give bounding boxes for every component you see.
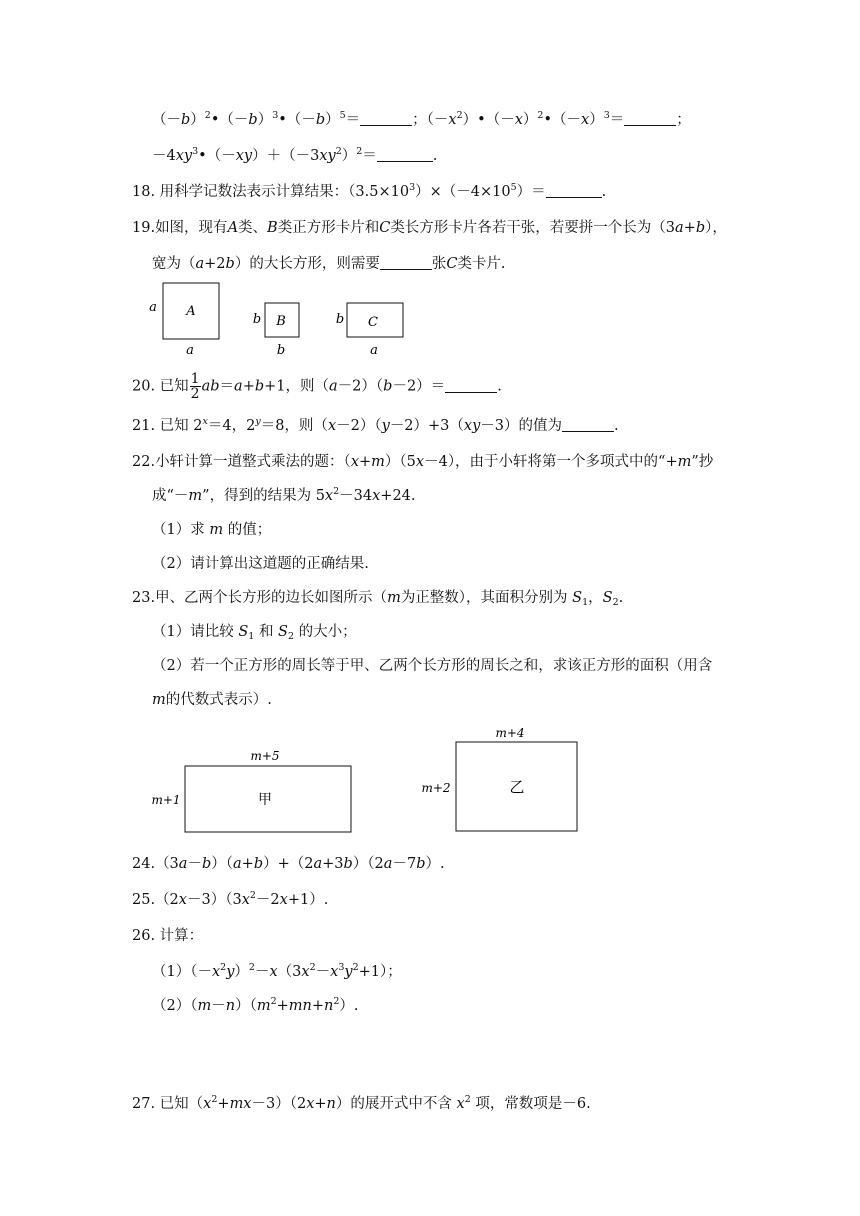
card-a-side: a	[149, 300, 157, 315]
problem-23-line-1: 23.甲、乙两个长方形的边长如图所示（m为正整数），其面积分别为 $S_1$，$S_2$.	[132, 590, 624, 608]
rect-jia-label: 甲	[258, 792, 272, 808]
problem-23-part-2: （2）若一个正方形的周长等于甲、乙两个长方形的周长之和，求该正方形的面积（用含	[152, 658, 713, 674]
problem-19-line-1: 19.如图，现有A类、B类正方形卡片和C类长方形卡片各若干张，若要拼一个长为（3a+b），	[132, 220, 727, 236]
card-a	[149, 283, 219, 358]
problem-17-line-2: $-4xy^3•(-xy)+(-3xy^2)^2=$ .	[152, 146, 438, 164]
card-b-bottom: b	[276, 343, 286, 358]
rectangles-figure	[140, 722, 600, 842]
problem-25: $25.(2x-3)(3x^2-2x+1)$.	[132, 890, 329, 908]
problem-24: 24.（3a－b）（a+b）+（2a+3b）（2a－7b）.	[132, 856, 445, 872]
problem-21: 21. 已知 $2^x=4$，$2^y=8$，则（x－2）（y－2）+3（xy－3）的值为 .	[132, 416, 619, 434]
problem-19-line-2: 宽为（a+2b）的大长方形，则需要 张C类卡片.	[152, 256, 506, 272]
rect-yi-left: m+2	[421, 781, 451, 795]
problem-20: 20. 已知 $\frac{1}{2}$ ab＝a+b+1，则（a－2）（b－2）＝ .	[132, 371, 502, 402]
answer-blank	[380, 255, 432, 270]
problem-22-line-2: 成“－m”，得到的结果为 $5x^2-34x+24$.	[152, 486, 416, 504]
problem-22-line-1: 22.小轩计算一道整式乘法的题：（x+m）（5x－4），由于小轩将第一个多项式中的“+m”抄	[132, 454, 714, 470]
answer-blank	[445, 378, 497, 393]
problem-23-part-2-cont: m的代数式表示）.	[152, 692, 272, 708]
answer-blank	[377, 147, 433, 162]
problem-22-part-2: （2）请计算出这道题的正确结果.	[152, 556, 369, 572]
problem-23-part-1: （1）请比较 $S_1$ 和 $S_2$ 的大小；	[152, 624, 357, 642]
card-b-side: b	[252, 312, 262, 327]
problem-26-part-1: $(1)(-x^2y)^2-x(3x^2-x^3y^2+1)$；	[152, 962, 402, 980]
card-a-label: A	[186, 304, 196, 319]
rect-jia-top: m+5	[250, 749, 280, 763]
cards-figure	[140, 278, 430, 362]
card-c-label: C	[368, 315, 378, 330]
problem-26: 26. 计算：	[132, 928, 204, 944]
rect-yi	[421, 726, 577, 831]
answer-blank	[546, 183, 602, 198]
rect-yi-label: 乙	[509, 778, 525, 796]
problem-17-line-1: $(-b)^2•(-b)^3•(-b)^5=$ ；$(-x^2)•(-x)^2•(-x)^3=$ ；	[152, 110, 691, 128]
answer-blank	[360, 111, 412, 126]
card-b	[253, 303, 299, 358]
card-c-side: b	[335, 312, 345, 327]
problem-27: 27. 已知$(x^2+mx-3)(2x+n)$的展开式中不含 $x^2$ 项，常数项是－6.	[132, 1094, 591, 1112]
rect-yi-top: m+4	[495, 726, 525, 740]
card-b-label: B	[276, 314, 286, 329]
problem-18: 18. 用科学记数法表示计算结果：$(3.5\times 10^3)\times(-4\times 10^5)=$ .	[132, 182, 607, 200]
problem-22-part-1: （1）求 m 的值；	[152, 522, 272, 538]
card-c	[336, 303, 403, 358]
answer-blank	[562, 417, 614, 432]
card-c-bottom: a	[370, 343, 378, 358]
card-a-bottom: a	[186, 343, 194, 358]
rect-jia-left: m+1	[151, 793, 181, 807]
answer-blank	[624, 111, 676, 126]
rect-jia	[151, 749, 351, 832]
fraction-half: $\frac{1}{2}$	[190, 371, 200, 402]
problem-26-part-2: $(2)(m-n)(m^2+mn+n^2)$.	[152, 996, 359, 1014]
